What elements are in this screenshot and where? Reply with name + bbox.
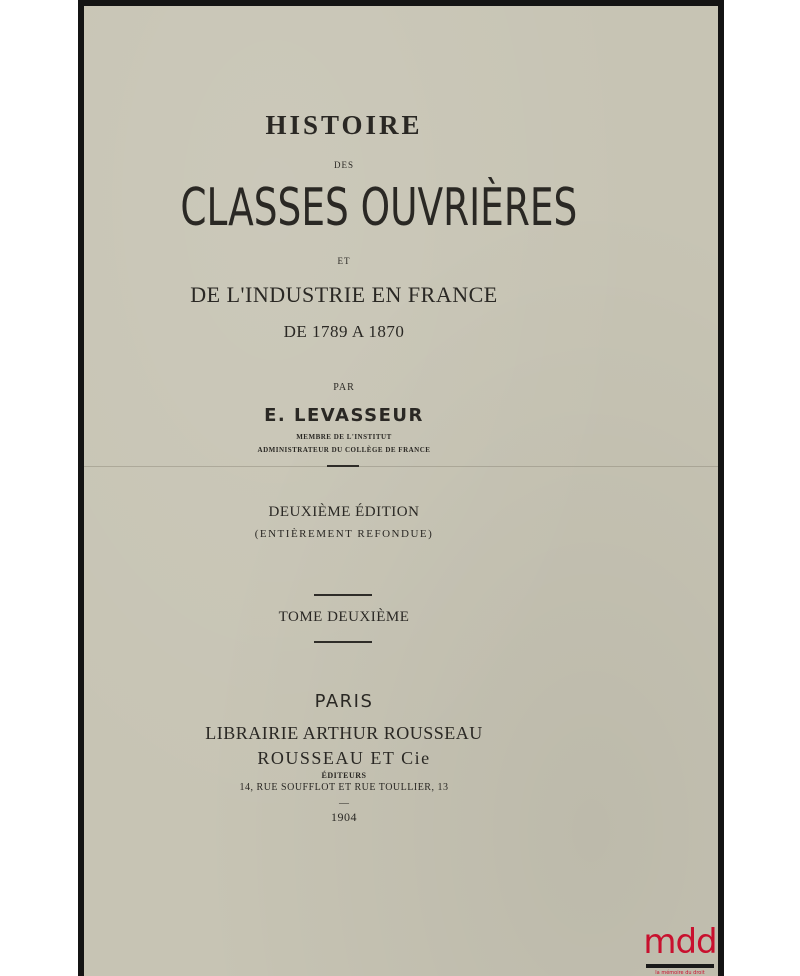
title-line-des: DES <box>333 160 354 170</box>
author-credit-college: ADMINISTRATEUR DU COLLÈGE DE FRANCE <box>257 446 431 454</box>
page-fold-crease <box>84 466 718 467</box>
title-line-industrie: DE L'INDUSTRIE EN FRANCE <box>190 282 498 307</box>
author-name: E. LEVASSEUR <box>264 405 424 426</box>
publisher-role: ÉDITEURS <box>321 771 367 780</box>
imprint-city: PARIS <box>314 691 374 712</box>
author-credit-institut: MEMBRE DE L'INSTITUT <box>296 433 392 441</box>
edition-note: (ENTIÈREMENT REFONDUE) <box>254 528 434 540</box>
divider-rule <box>314 641 372 643</box>
logo-tagline: la mémoire du droit <box>655 970 705 976</box>
title-line-histoire: HISTOIRE <box>265 110 423 140</box>
volume-label: TOME DEUXIÈME <box>278 609 410 625</box>
title-line-et: ET <box>337 256 351 266</box>
book-edge-right <box>718 0 724 976</box>
mdd-watermark-logo <box>642 922 718 976</box>
edition-label: DEUXIÈME ÉDITION <box>268 504 420 520</box>
by-label: PAR <box>333 382 355 393</box>
title-line-classes-ouvrieres: CLASSES OUVRIÈRES <box>180 178 578 238</box>
title-line-dates: DE 1789 A 1870 <box>283 322 405 341</box>
divider-rule <box>314 594 372 596</box>
publication-year: 1904 <box>331 810 357 824</box>
logo-wordmark: mdd <box>643 922 717 962</box>
publisher-address: 14, RUE SOUFFLOT ET RUE TOULLIER, 13 <box>239 782 449 793</box>
publisher-company: ROUSSEAU ET Cie <box>257 748 431 768</box>
divider-rule <box>327 465 359 467</box>
title-page <box>84 6 718 976</box>
imprint-separator: — <box>339 798 349 809</box>
logo-underline <box>646 964 714 968</box>
publisher-name: LIBRAIRIE ARTHUR ROUSSEAU <box>205 723 483 743</box>
